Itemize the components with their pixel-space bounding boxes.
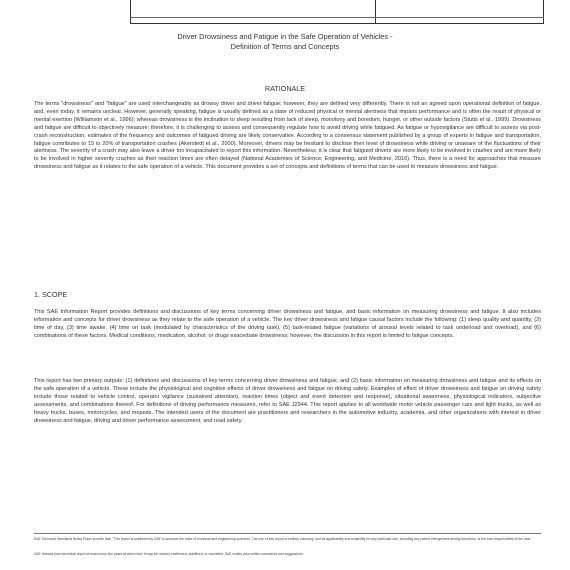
header-row-divider (130, 17, 544, 18)
rationale-paragraph: The terms "drowsiness" and "fatigue" are used interchangeably as drowsy driver and driver fatigue; however, they are defined very differently. There is not an agreed upon operational definition of fatigue, and, even today, it remains unclear. However, generally speaking, fatigue is usually defined as a state of reduced physical or mental alertness that impairs performance and is often the result of physical or mental exertion (Williamson et al., 1996); whereas drowsiness is the inclination to sleep resulting from lack of sleep, monotony and boredom, hunger, or other outside factors (Stutts et al., 1999). Drowsiness and fatigue are difficult to objectively measure; therefore, it is challenging to assess and consequently regulate how to avoid driving while fatigued. As fatigue or hypovigilance are difficult to assess via post-crash reconstruction, estimates of the frequency and outcomes of fatigued driving are likely conservative. According to a consensus statement published by a group of experts in fatigue and transportation, fatigue contributes to 15 to 20% of transportation crashes (Akerstedt et al., 2000). Moreover, drivers may be hesitant to disclose their level of drowsiness while driving or unaware of the fluctuations of their alertness. The severity of a crash may also leave a driver too incapacitated to report this information. Nevertheless, it is clear that fatigued drivers are more likely to be involved in crashes and are more likely to be involved in higher severity crashes as their reaction times are often delayed (National Academies of Science, Engineering, and Medicine, 2016). Thus, there is a need for approaches that measure drowsiness and fatigue as it relates to the safe operation of a vehicle. This document provides a set of concepts and definitions of terms that can be used to measure drowsiness and fatigue. (34, 101, 541, 171)
footnote-sae-review: SAE reviews each technical report at least every five years at which time it may be revised, reaffirmed, stabilized, or cancelled. SAE invites your written comments and suggestions. (34, 552, 304, 556)
scope-paragraph-1: This SAE Information Report provides definitions and discussions of key terms concerning driver drowsiness and fatigue, and basic information on measuring drowsiness and fatigue. It also includes information and concepts for driver drowsiness as they relate to the safe operation of a vehicle. The key driver drowsiness and fatigue causal factors include the following: (1) sleep quality and quantity, (2) time of day, (3) time awake, (4) time on task (modulated by characteristics of the driving task), (5) task-related fatigue (variations of arousal levels related to task underload and overload), and (6) combinations of these factors. Medical conditions, medication, alcohol, or drugs exacerbate drowsiness; however, the discussion in this report is limited to fatigue concepts. (34, 309, 541, 339)
header-table (130, 0, 544, 24)
header-cell-divider (375, 0, 376, 23)
footnote-divider (34, 533, 541, 534)
rationale-heading: RATIONALE (264, 84, 306, 93)
document-title (60, 32, 510, 52)
footnote-sae-rules: SAE Technical Standards Board Rules provide that: "This report is published by SAE to advance the state of technical and engineering sciences. The use of this report is entirely voluntary, and its applicability and suitability for any particular use, including any patent infringement arising therefrom, is the sole responsibility of the user." (34, 537, 533, 541)
scope-paragraph-2: This report has two primary outputs: (1) definitions and discussions of key terms concerning driver drowsiness and fatigue, and (2) basic information on measuring drowsiness and fatigue and its effects on the safe operation of a vehicle. These include the physiological and cognitive effects of driver drowsiness and fatigue on driving safety. Examples of effect of driver drowsiness and fatigue on driving safety include those related to vehicle control, operator vigilance (sustained attention), reaction times (object and event detection and response), situational awareness, physiological indicators, subjective assessments, and combinations thereof. For definitions of driving performance measures, refer to SAE J2944. This report applies to all worldwide motor vehicle passenger cars and light trucks, as well as heavy trucks, buses, motorcycles, and mopeds. The intended users of the document are practitioners and researchers in the automotive industry, academia, and other organizations with interest in driver drowsiness and fatigue, driving and driver performance assessment, and road safety. (34, 378, 541, 424)
document-title-line1: Driver Drowsiness and Fatigue in the Safe Operation of Vehicles - (177, 32, 393, 41)
scope-heading: 1. SCOPE (34, 290, 68, 299)
document-title-line2: Definition of Terms and Concepts (230, 42, 340, 51)
